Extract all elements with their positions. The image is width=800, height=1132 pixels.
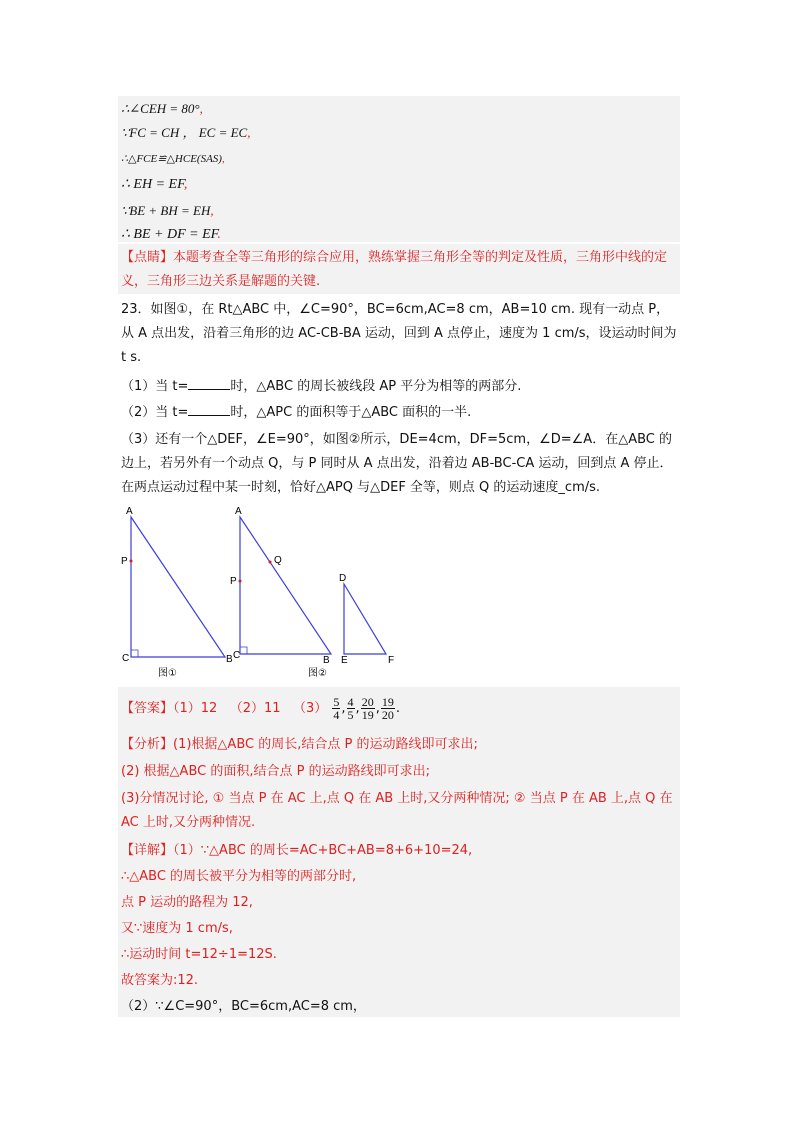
analysis-line-2: (2) 根据△ABC 的面积,结合点 P 的运动路线即可求出;: [121, 764, 430, 779]
problem-number: 23．: [121, 302, 151, 317]
dianjing-tag: 【点睛】: [121, 250, 174, 265]
point-p-dot: [239, 580, 242, 583]
point-q-dot: [269, 561, 272, 564]
question-3: （3）还有一个△DEF，∠E=90°，如图②所示，DE=4cm，DF=5cm，∠D=∠A．在△ABC 的边上，若另外有一个动点 Q，与 P 同时从 A 点出发，沿着边 AB-BC-CA 运动，回到点 A 停止．在两点运动过程中某一时刻，恰好△APQ 与△DEF 全等，则点 Q 的运动速度_cm/s.: [121, 432, 673, 495]
label-d: D: [339, 573, 347, 584]
proof-mark: ,: [247, 125, 251, 140]
proof-text: ∵BE + BH = EH: [121, 203, 211, 218]
label-q: Q: [274, 555, 282, 566]
q1-blank: [188, 389, 230, 390]
proof-line: [121, 176, 187, 194]
detail-line-4: 又∵速度为 1 cm/s,: [121, 921, 233, 936]
answer-tag: 【答案】: [121, 701, 174, 716]
q2-suffix: 时，△APC 的面积等于△ABC 面积的一半.: [230, 405, 472, 420]
triangle-abc-1: [131, 517, 225, 657]
label-c: C: [233, 650, 241, 661]
dianjing: [121, 246, 677, 294]
q2-blank: [188, 415, 230, 416]
q1-prefix: （1）当 t=: [121, 379, 189, 394]
denominator: 20: [381, 708, 394, 722]
question-2: [121, 404, 471, 422]
label-b: B: [226, 654, 233, 665]
proof-line: [121, 124, 250, 142]
proof-line: [121, 226, 221, 244]
proof-mark: ,: [221, 153, 225, 165]
question-1: [121, 378, 521, 396]
figure-1: [121, 506, 233, 679]
denominator: 19: [361, 708, 374, 722]
answer-part-1: （1）12: [173, 701, 218, 716]
caption-fig2: 图②: [308, 668, 327, 679]
label-b: B: [323, 655, 330, 666]
label-c: C: [122, 653, 130, 664]
figure-2: [230, 506, 394, 679]
label-e: E: [341, 655, 348, 666]
denominator: 5: [347, 708, 354, 722]
answer-part-3: （3）: [292, 701, 328, 716]
analysis-line-1: [121, 736, 478, 754]
detail-line-1: [121, 842, 472, 860]
proof-mark: ,: [199, 101, 203, 116]
label-p: P: [230, 576, 237, 587]
detail-tag: 【详解】: [121, 843, 174, 858]
numerator: 20: [361, 695, 374, 709]
triangle-def: [344, 584, 386, 654]
detail-line-5: ∴运动时间 t=12÷1=12S.: [121, 947, 277, 962]
detail-text: （1）∵△ABC 的周长=AC+BC+AB=8+6+10=24,: [173, 843, 473, 858]
proof-line: [121, 100, 203, 118]
detail-line-3: 点 P 运动的路程为 12,: [121, 895, 253, 910]
fraction: [347, 696, 355, 721]
analysis-tag: 【分析】: [121, 737, 174, 752]
label-p: P: [121, 556, 128, 567]
proof-mark: .: [217, 227, 221, 242]
numerator: 19: [381, 695, 394, 709]
detail-line-6: 故答案为:12.: [121, 973, 199, 988]
problem-intro-text: 如图①，在 Rt△ABC 中，∠C=90°，BC=6cm,AC=8 cm，AB=10 cm. 现有一动点 P，从 A 点出发，沿着三角形的边 AC-CB-BA 运动，回到 A 点停止，速度为 1 cm/s，设运动时间为 t s.: [121, 302, 677, 365]
proof-text: ∴ EH = EF: [121, 177, 184, 192]
proof-text: ∴△FCE≌△HCE(SAS): [121, 153, 222, 165]
proof-line: [121, 150, 225, 168]
proof-text: ∴ BE + DF = EF: [121, 227, 218, 242]
label-a: A: [235, 506, 242, 517]
dianjing-text: 本题考查全等三角形的综合应用，熟练掌握三角形全等的判定及性质，三角形中线的定义，三角形三边关系是解题的关键.: [121, 250, 668, 289]
label-f: F: [388, 655, 395, 666]
proof-text: ∴∠CEH = 80°: [121, 101, 200, 116]
proof-mark: ,: [183, 177, 188, 192]
detail-line-2: ∴△ABC 的周长被平分为相等的两部分时,: [121, 869, 357, 884]
geometry-figures: [0, 500, 800, 700]
q2-prefix: （2）当 t=: [121, 405, 189, 420]
answer-end: .: [395, 701, 400, 716]
fraction: [381, 696, 395, 721]
triangle-abc-2: [240, 517, 331, 654]
analysis-text: (1)根据△ABC 的周长,结合点 P 的运动路线即可求出;: [173, 737, 478, 752]
proof-line: [121, 202, 214, 220]
fraction: [332, 696, 340, 721]
proof-text: ∵FC = CH ， EC = EC: [121, 125, 248, 140]
label-a: A: [126, 506, 133, 517]
fraction: [361, 696, 375, 721]
q1-suffix: 时，△ABC 的周长被线段 AP 平分为相等的两部分.: [230, 379, 522, 394]
answer: 【答案】（1）12 （2）11 （3） $\frac{5}{4}$ , $\frac{4}{5}$ , $\frac{20}{19}$ , $\frac{19}{20}$ .: [121, 695, 400, 722]
numerator: 5: [333, 695, 340, 709]
caption-fig1: 图①: [158, 668, 177, 679]
problem-intro: [121, 298, 677, 370]
right-angle-mark: [131, 650, 138, 657]
proof-mark: ,: [210, 203, 214, 218]
detail-line-7: （2）∵∠C=90°，BC=6cm,AC=8 cm，: [121, 999, 366, 1014]
denominator: 4: [333, 708, 340, 722]
answer-part-2: （2）11: [229, 701, 281, 716]
numerator: 4: [347, 695, 354, 709]
point-p-dot: [130, 560, 133, 563]
right-angle-mark: [240, 647, 247, 654]
analysis-line-3: (3)分情况讨论, ① 当点 P 在 AC 上,点 Q 在 AB 上时,又分两种情况; ② 当点 P 在 AB 上,点 Q 在 AC 上时,又分两种情况.: [121, 791, 673, 830]
